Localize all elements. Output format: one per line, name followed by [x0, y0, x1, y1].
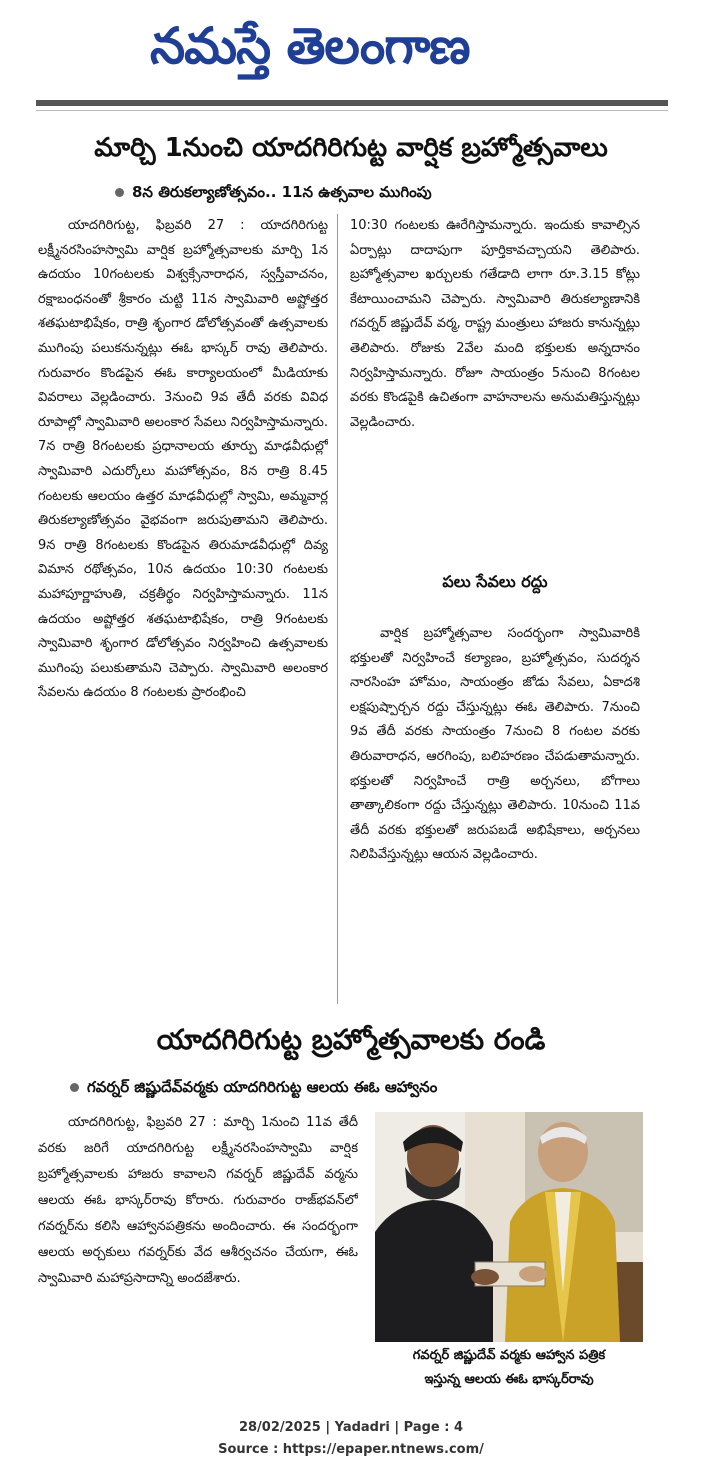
article1-column-3	[350, 622, 640, 1002]
article1-subhead-text: 8న తిరుకల్యాణోత్సవం.. 11న ఉత్సవాల ముగింపు	[132, 183, 432, 201]
governor-photo-illustration	[375, 1112, 643, 1342]
photo-caption-line-2: ఇస్తున్న ఆలయ ఈఓ భాస్కర్‌రావు	[424, 1372, 594, 1387]
article1-col1-text: యాదగిరిగుట్ట, ఫిబ్రవరి 27 : యాదగిరిగుట్ట లక్ష్మీనరసింహస్వామి వార్షిక బ్రహ్మోత్సవాలకు మార్చి 1న ఉదయం 10గంటలకు విశ్వక్సేనారాధన, స్వస్తీవాచనం, రక్షాబంధనంతో శ్రీకారం చుట్టి 11న స్వామివారి అష్టోత్తర శతఘటాభిషేకం, రాత్రి శృంగార డోలోత్సవంతో ఉత్సవాలకు ముగింపు పలుకనున్నట్లు ఈఓ భాస్కర్ రావు తెలిపారు. గురువారం కొండపైన ఈఓ కార్యాలయంలో మీడియాకు వివరాలు వెల్లడించారు. 3నుంచి 9వ తేదీ వరకు వివిధ రూపాల్లో స్వామివారి అలంకార సేవలు నిర్వహిస్తామన్నారు. 7న రాత్రి 8గంటలకు ప్రధానాలయ తూర్పు మాఢవీధుల్లో స్వామివారి ఎదుర్కోలు మహోత్సవం, 8న రాత్రి 8.45 గంటలకు ఆలయం ఉత్తర మాఢవీధుల్లో స్వామి, అమ్మవార్ల తిరుకల్యాణోత్సవం వైభవంగా జరుపుతామని తెలిపారు. 9న రాత్రి 8గంటలకు కొండపైన తిరుమాడవీధుల్లో దివ్య విమాన రథోత్సవం, 10న ఉదయం 10:30 గంటలకు మహాపూర్ణాహుతి, చక్రతీర్థం నిర్వహిస్తామన్నారు. 11న ఉదయం అష్టోత్తర శతఘటాభిషేకం, రాత్రి 9గంటలకు స్వామివారి శృంగార డోలోత్సవం నిర్వహించి ఉత్సవాలకు ముగింపు పలుకుతామని చెప్పారు. స్వామివారి అలంకార సేవలను ఉదయం 8 గంటలకు ప్రారంభించి	[38, 218, 328, 701]
article2-subhead	[70, 1075, 660, 1099]
article2-headline: యాదగిరిగుట్ట బ్రహ్మోత్సవాలకు రండి	[156, 1023, 546, 1056]
article1-headline: మార్చి 1నుంచి యాదగిరిగుట్ట వార్షిక బ్రహ్మోత్సవాలు	[94, 133, 608, 163]
bullet-icon	[115, 188, 124, 197]
bullet-icon	[70, 1083, 79, 1092]
article1-column-1	[38, 214, 328, 1004]
footer-source-link[interactable]: Source : https://epaper.ntnews.com/	[218, 1442, 484, 1457]
column-divider	[337, 214, 338, 1004]
article2-body-text: యాదగిరిగుట్ట, ఫిబ్రవరి 27 : మార్చి 1నుంచి 11వ తేదీ వరకు జరిగే యాదగిరిగుట్ట లక్ష్మీనరసింహస్వామి వార్షిక బ్రహ్మోత్సవాలకు హాజరు కావాలని గవర్నర్ జిష్ణుదేవ్ వర్మను ఆలయ ఈఓ భాస్కర్‌రావు కోరారు. గురువారం రాజ్‌భవన్‌లో గవర్నర్‌ను కలిసి ఆహ్వానపత్రికను అందించారు. ఈ సందర్భంగా ఆలయ అర్చకులు గవర్నర్‌కు వేద ఆశీర్వచనం చేయగా, ఈఓ స్వామివారి మహాప్రసాదాన్ని అందజేశారు.	[38, 1115, 358, 1286]
masthead-rule-thin	[36, 110, 668, 111]
article1-column-2	[350, 214, 640, 554]
masthead-logo: నమస్తే తెలంగాణ	[150, 17, 470, 75]
article1-subhead	[115, 180, 635, 204]
governor-photo	[375, 1112, 643, 1342]
masthead-rule	[36, 100, 668, 106]
article2-subhead-text: గవర్నర్ జిష్ణుదేవ్‌వర్మకు యాదగిరిగుట్ట ఆలయ ఈఓ ఆహ్వానం	[87, 1078, 438, 1096]
article1-side-title: పలు సేవలు రద్దు	[442, 572, 548, 591]
article2-body	[38, 1110, 358, 1390]
photo-caption-line-1: గవర్నర్ జిష్ణుదేవ్ వర్మకు ఆహ్వాన పత్రిక	[412, 1348, 606, 1363]
photo-caption	[368, 1344, 650, 1394]
article1-col2-text: 10:30 గంటలకు ఊరేగిస్తామన్నారు. ఇందుకు కావాల్సిన ఏర్పాట్లు దాదాపుగా పూర్తికావచ్చాయని తెలిపారు. బ్రహ్మోత్సవాల ఖర్చులకు గతేడాది లాగా రూ.3.15 కోట్లు కేటాయించామని చెప్పారు. స్వామివారి తిరుకల్యాణానికి గవర్నర్ జిష్ణుదేవ్ వర్మ, రాష్ట్ర మంత్రులు హాజరు కానున్నట్లు తెలిపారు. రోజుకు 2వేల మంది భక్తులకు అన్నదానం నిర్వహిస్తామన్నారు. రోజూ సాయంత్రం 5నుంచి 8గంటల వరకు కొండపైకి ఉచితంగా వాహనాలను అనుమతిస్తున్నట్లు వెల్లడించారు.	[350, 218, 640, 430]
footer-date-page: 28/02/2025 | Yadadri | Page : 4	[238, 1420, 464, 1435]
article1-col3-text: వార్షిక బ్రహ్మోత్సవాల సందర్భంగా స్వామివారికి భక్తులతో నిర్వహించే కల్యాణం, బ్రహ్మోత్సవం, సుదర్శన నారసింహ హోమం, సాయంత్రం జోడు సేవలు, ఏకాదశి లక్షపుష్పార్చన రద్దు చేస్తున్నట్లు ఈఓ తెలిపారు. 7నుంచి 9వ తేదీ వరకు సాయంత్రం 7నుంచి 8 గంటల వరకు తిరువారాధన, ఆరగింపు, బలిహరణం చేపడుతామన్నారు. భక్తులతో నిర్వహించే రాత్రి అర్చనలు, బోగాలు తాత్కాలికంగా రద్దు చేస్తున్నట్లు తెలిపారు. 10నుంచి 11వ తేదీ వరకు భక్తులతో జరుపబడే అభిషేకాలు, అర్చనలు నిలిపివేస్తున్నట్లు ఆయన వెల్లడించారు.	[350, 626, 640, 863]
